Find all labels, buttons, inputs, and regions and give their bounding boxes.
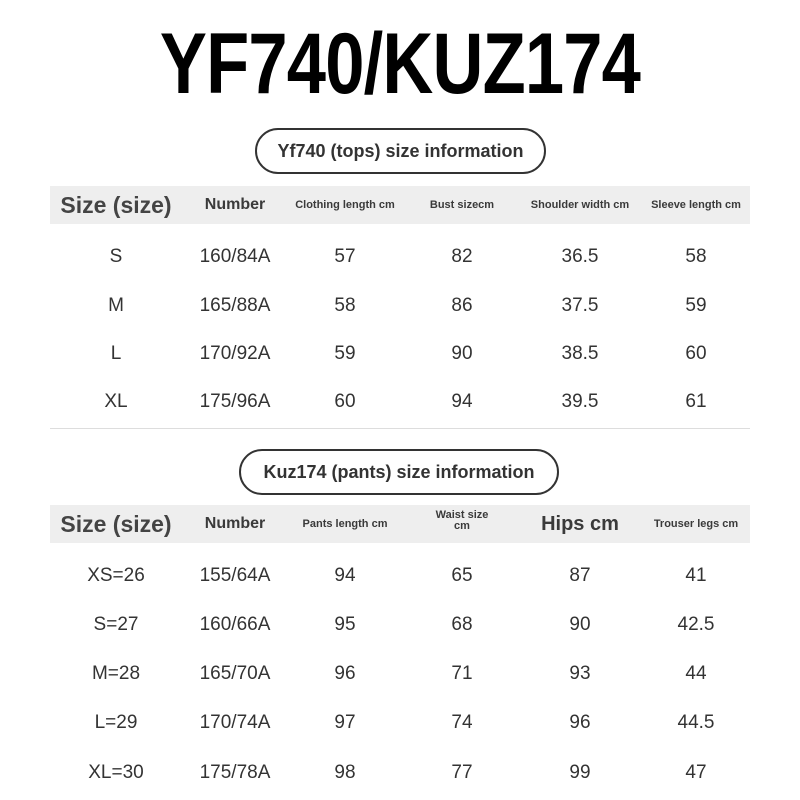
tops-cell-r0-c4: 36.5 [561,246,599,267]
tops-cell-r3-c0: XL [104,391,128,412]
pants-cell-r3-c0: L=29 [94,712,138,733]
pants-cell-r4-c1: 175/78A [199,762,271,783]
pants-section-heading: Kuz174 (pants) size information [239,449,559,495]
tops-cell-r2-c2: 59 [334,343,356,364]
pants-cell-r1-c4: 90 [569,614,591,635]
pants-cell-r0-c1: 155/64A [199,565,271,586]
tops-header-0: Size (size) [60,191,172,218]
pants-cell-r1-c5: 42.5 [677,614,715,635]
pants-cell-r3-c1: 170/74A [199,712,271,733]
tops-cell-r2-c0: L [110,343,122,364]
pants-cell-r1-c2: 95 [334,614,356,635]
tops-header-5: Sleeve length cm [651,198,741,211]
pants-cell-r4-c2: 98 [334,762,356,783]
tops-cell-r1-c2: 58 [334,295,356,316]
tops-cell-r2-c1: 170/92A [199,343,271,364]
pants-header-0: Size (size) [60,510,172,537]
tops-cell-r0-c3: 82 [451,246,473,267]
pants-cell-r4-c5: 47 [685,762,707,783]
tops-cell-r3-c2: 60 [334,391,356,412]
pants-cell-r2-c1: 165/70A [199,663,271,684]
pants-cell-r4-c3: 77 [451,762,473,783]
tops-cell-r3-c3: 94 [451,391,473,412]
pants-cell-r2-c4: 93 [569,663,591,684]
tops-section-heading: Yf740 (tops) size information [255,128,546,174]
tops-header-4: Shoulder width cm [530,198,630,211]
tops-cell-r2-c4: 38.5 [561,343,599,364]
pants-cell-r0-c0: XS=26 [87,565,145,586]
pants-header-4: Hips cm [541,512,619,535]
tops-cell-r1-c1: 165/88A [199,295,271,316]
tops-cell-r1-c3: 86 [451,295,473,316]
tops-header-1: Number [204,196,266,213]
pants-cell-r3-c3: 74 [451,712,473,733]
pants-header-5: Trouser legs cm [653,517,739,530]
pants-header-1: Number [204,515,266,532]
pants-cell-r2-c2: 96 [334,663,356,684]
pants-cell-r0-c4: 87 [569,565,591,586]
tops-cell-r0-c5: 58 [685,246,707,267]
pants-cell-r2-c5: 44 [685,663,707,684]
pants-cell-r4-c4: 99 [569,762,591,783]
tops-header-3: Bust sizecm [429,198,495,211]
tops-cell-r3-c4: 39.5 [561,391,599,412]
pants-cell-r3-c2: 97 [334,712,356,733]
tops-cell-r0-c1: 160/84A [199,246,271,267]
pants-cell-r0-c3: 65 [451,565,473,586]
tops-cell-r2-c3: 90 [451,343,473,364]
section-divider [50,428,750,429]
pants-header-3: Waist size cm [435,509,489,532]
pants-cell-r1-c0: S=27 [93,614,139,635]
pants-cell-r3-c4: 96 [569,712,591,733]
pants-cell-r2-c0: M=28 [91,663,141,684]
tops-cell-r0-c0: S [109,246,123,267]
tops-cell-r3-c5: 61 [685,391,707,412]
tops-cell-r3-c1: 175/96A [199,391,271,412]
tops-cell-r1-c4: 37.5 [561,295,599,316]
tops-cell-r0-c2: 57 [334,246,356,267]
pants-cell-r2-c3: 71 [451,663,473,684]
pants-cell-r0-c2: 94 [334,565,356,586]
pants-cell-r1-c3: 68 [451,614,473,635]
tops-cell-r1-c0: M [108,295,124,316]
pants-header-2: Pants length cm [302,517,388,530]
tops-header-2: Clothing length cm [295,198,395,211]
tops-cell-r1-c5: 59 [685,295,707,316]
page-title: YF740/KUZ174 [159,16,641,112]
pants-cell-r1-c1: 160/66A [199,614,271,635]
pants-cell-r0-c5: 41 [685,565,707,586]
pants-cell-r3-c5: 44.5 [677,712,715,733]
tops-cell-r2-c5: 60 [685,343,707,364]
pants-cell-r4-c0: XL=30 [88,762,144,783]
